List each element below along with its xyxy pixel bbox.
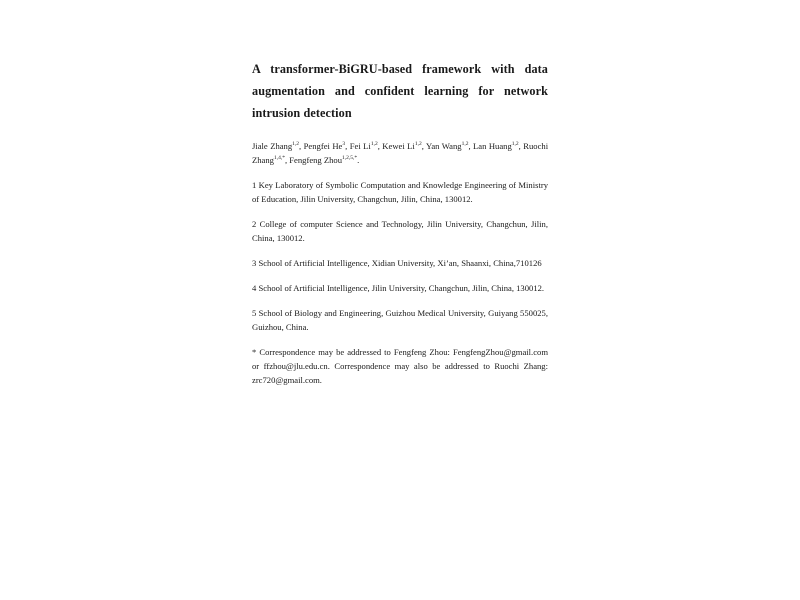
author-affiliation-marker: 1,2 xyxy=(511,141,519,147)
author: Fei Li$^{1,2}$, xyxy=(349,141,383,151)
author-affiliation-marker: 3 xyxy=(342,141,346,147)
affiliation-4: 4 School of Artificial Intelligence, Jilin University, Changchun, Jilin, China, 130012. xyxy=(252,283,545,293)
author: Pengfei He$^3$, xyxy=(303,141,350,151)
affiliation-1: 1 Key Laboratory of Symbolic Computation and Knowledge Engineering of Ministry of Education, Jilin University, Changchun, Jilin, China, 130012. xyxy=(252,180,548,204)
author: Kewei Li$^{1,2}$, xyxy=(382,141,426,151)
author-affiliation-marker: 1,2 xyxy=(370,141,378,147)
author: Lan Huang$^{1,2}$, xyxy=(473,141,524,151)
author-affiliation-marker: 1,2,5,* xyxy=(342,155,358,161)
author-affiliation-marker: 1,2 xyxy=(461,141,469,147)
author-affiliation-marker: 1,2 xyxy=(292,141,300,147)
author: Ruochi Zhang$^{1,4,*}$, xyxy=(252,141,549,165)
correspondence-note: * Correspondence may be addressed to Fengfeng Zhou: FengfengZhou@gmail.com or ffzhou@jlu.edu.cn. Correspondence may also be addressed to Ruochi Zhang: zrc720@gmail.com. xyxy=(252,347,548,385)
author-list xyxy=(252,139,548,167)
author-affiliation-marker: 1,2 xyxy=(414,141,422,147)
affiliation-5: 5 School of Biology and Engineering, Guizhou Medical University, Guiyang 550025, Guizhou, China. xyxy=(252,308,548,332)
author-affiliation-marker: 1,4,* xyxy=(273,155,285,161)
author: Fengfeng Zhou$^{1,2,5,*}$. xyxy=(289,155,360,165)
paper-title-page xyxy=(252,58,548,398)
paper-title: A transformer-BiGRU-based framework with data augmentation and confident learning for network intrusion detection xyxy=(252,62,548,120)
affiliation-2: 2 College of computer Science and Technology, Jilin University, Changchun, Jilin, China, 130012. xyxy=(252,219,548,243)
author: Yan Wang$^{1,2}$, xyxy=(425,141,474,151)
affiliation-3: 3 School of Artificial Intelligence, Xidian University, Xi’an, Shaanxi, China,710126 xyxy=(252,258,542,268)
author: Jiale Zhang$^{1,2}$, xyxy=(252,141,304,151)
